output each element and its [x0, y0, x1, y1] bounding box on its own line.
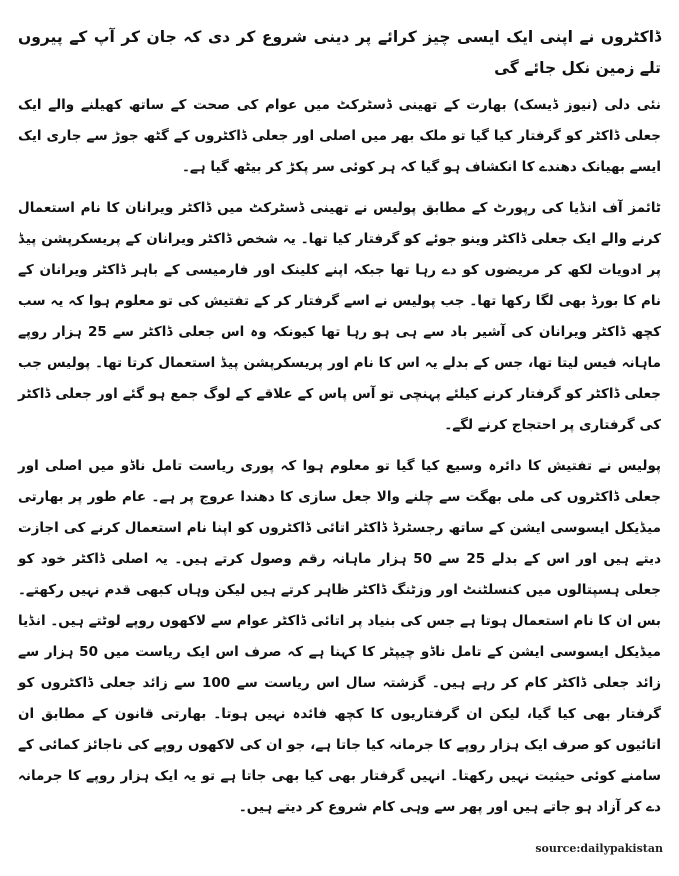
article-paragraph-report: ٹائمز آف انڈیا کی رپورٹ کے مطابق پولیس نے تھینی ڈسٹرکٹ میں ڈاکٹر ویرانان کا نام استعمال کرنے والے ایک جعلی ڈاکٹر وینو جوئے کو گرفتار کیا تھا۔ یہ شخص ڈاکٹر ویرانان کے پریسکرپشن پیڈ پر ادویات لکھ کر مریضوں کو دے رہا تھا جبکہ اپنے کلینک اور فارمیسی کے باہر ڈاکٹر ویرانان کے نام کا بورڈ بھی لگا رکھا تھا۔ جب پولیس نے اسے گرفتار کر کے تفتیش کی تو معلوم ہوا کہ یہ سب کچھ ڈاکٹر ویرانان کی آشیر باد سے ہی ہو رہا تھا کیونکہ وہ اس جعلی ڈاکٹر سے 25 ہزار روپے ماہانہ فیس لیتا تھا، جس کے بدلے یہ اس کا نام اور پریسکرپشن پیڈ استعمال کرتا تھا۔ پولیس جب جعلی ڈاکٹر کو گرفتار کرنے کیلئے پہنچی تو آس پاس کے علاقے کے لوگ جمع ہو گئے اور جعلی ڈاکٹر کی گرفتاری پر احتجاج کرنے لگے۔: [18, 200, 662, 433]
article-paragraph-investigation: پولیس نے تفتیش کا دائرہ وسیع کیا گیا تو معلوم ہوا کہ پوری ریاست تامل ناڈو میں اصلی اور جعلی ڈاکٹروں کی ملی بھگت سے چلنے والا جعل سازی کا دھندا عروج پر ہے۔ عام طور پر بھارتی میڈیکل ایسوسی ایشن کے ساتھ رجسٹرڈ ڈاکٹر اتائی ڈاکٹروں کو اپنا نام استعمال کرنے کی اجازت دیتے ہیں اور اس کے بدلے 25 سے 50 ہزار ماہانہ رقم وصول کرتے ہیں۔ یہ اصلی ڈاکٹر خود کو جعلی ہسپتالوں میں کنسلٹنٹ اور وزٹنگ ڈاکٹر ظاہر کرتے ہیں لیکن وہاں کبھی قدم نہیں رکھتے۔ بس ان کا نام استعمال ہوتا ہے جس کی بنیاد پر اتائی ڈاکٹر عوام سے لاکھوں روپے لوٹتے ہیں۔ انڈیا میڈیکل ایسوسی ایشن کے تامل ناڈو چیپٹر کا کہنا ہے کہ صرف اس ایک ریاست میں 50 ہزار سے زائد جعلی ڈاکٹر کام کر رہے ہیں۔ گزشتہ سال اس ریاست سے 100 سے زائد جعلی ڈاکٹروں کو گرفتار بھی کیا گیا، لیکن ان گرفتاریوں کا کچھ فائدہ نہیں ہوتا۔ بھارتی قانون کے مطابق ان اتائیوں کو صرف ایک ہزار روپے کا جرمانہ کیا جاتا ہے، جو ان کی لاکھوں روپے کی ناجائز کمائی کے سامنے کوئی حیثیت نہیں رکھتا۔ انہیں گرفتار بھی کیا بھی جاتا ہے تو یہ ایک ہزار روپے کا جرمانہ دے کر آزاد ہو جاتے ہیں اور پھر سے وہی کام شروع کر دیتے ہیں۔: [18, 458, 662, 815]
article-headline: ڈاکٹروں نے اپنی ایک ایسی چیز کرائے پر دینی شروع کر دی کہ جان کر آپ کے پیروں تلے زمین نکل جائے گی: [18, 28, 661, 77]
article-paragraph-intro: نئی دلی (نیوز ڈیسک) بھارت کے تھینی ڈسٹرکٹ میں عوام کی صحت کے ساتھ کھیلنے والے ایک جعلی ڈاکٹر کو گرفتار کیا گیا تو ملک بھر میں اصلی اور جعلی ڈاکٹروں کے گٹھ جوڑ سے جاری ایک ایسے بھیانک دھندے کا انکشاف ہو گیا کہ ہر کوئی سر پکڑ کر بیٹھ گیا ہے۔: [18, 97, 661, 175]
source-credit: source:dailypakistan: [535, 842, 663, 855]
article: [18, 22, 661, 833]
